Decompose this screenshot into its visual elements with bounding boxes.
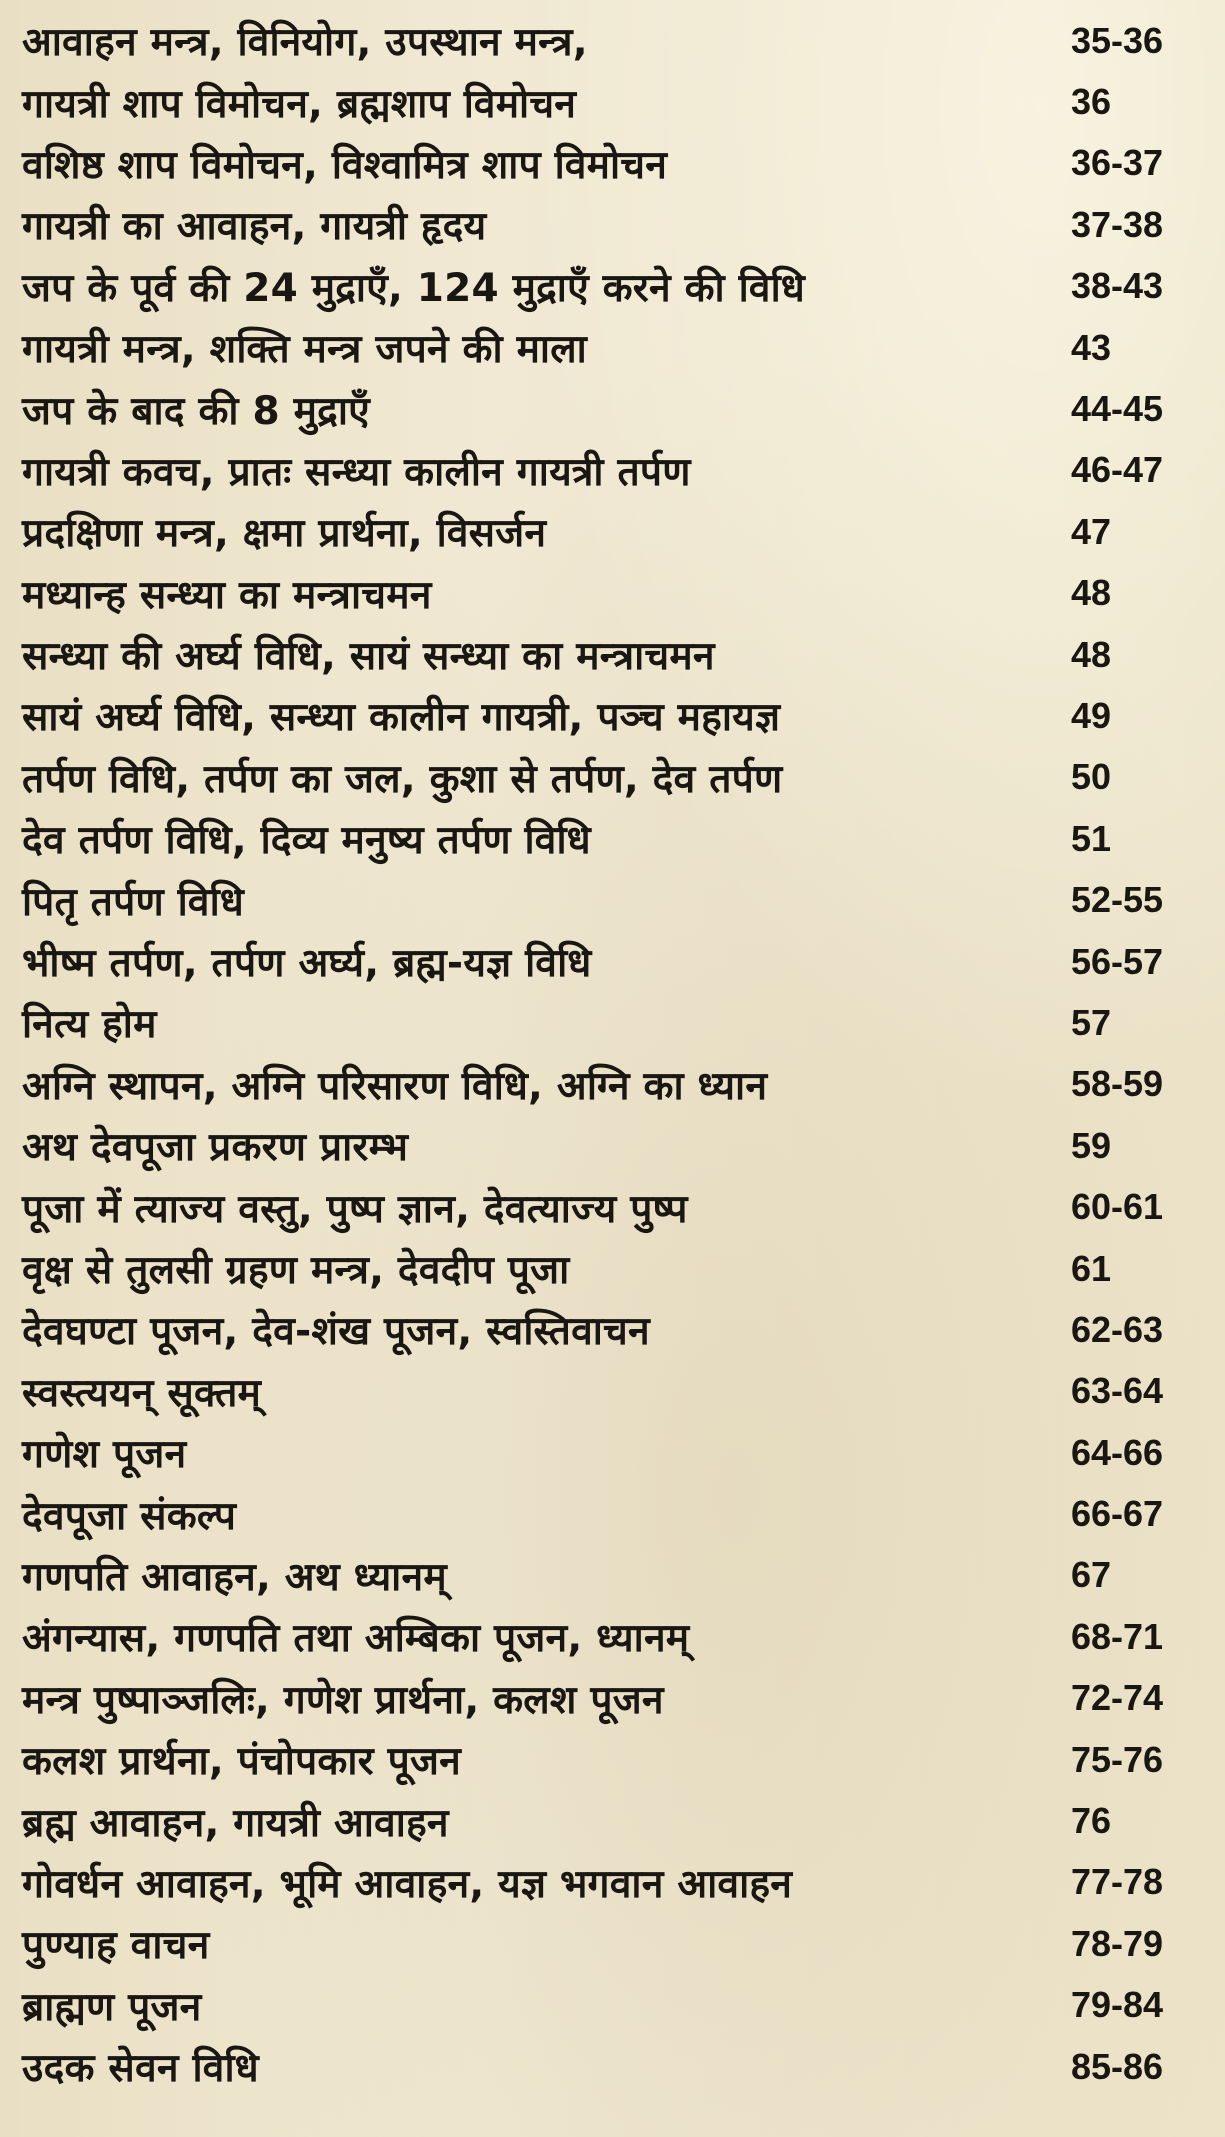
toc-entry-pages: 61 bbox=[1071, 1247, 1112, 1289]
toc-entry bbox=[22, 1361, 1197, 1422]
toc-entry bbox=[22, 133, 1197, 194]
toc-entry-title: सन्ध्या की अर्घ्य विधि, सायं सन्ध्या का मन्त्राचमन bbox=[22, 634, 715, 680]
table-of-contents bbox=[22, 10, 1197, 2097]
toc-entry-pages: 50 bbox=[1071, 756, 1112, 798]
toc-entry-pages: 46-47 bbox=[1071, 449, 1164, 491]
toc-entry bbox=[22, 2036, 1197, 2097]
toc-entry bbox=[22, 317, 1197, 378]
toc-entry bbox=[22, 1238, 1197, 1299]
toc-entry-pages: 57 bbox=[1071, 1001, 1112, 1043]
toc-entry-pages: 60-61 bbox=[1071, 1186, 1164, 1228]
toc-entry-title: अंगन्यास, गणपति तथा अम्बिका पूजन, ध्यानम् bbox=[22, 1616, 690, 1662]
toc-entry-title: देवघण्टा पूजन, देव-शंख पूजन, स्वस्तिवाचन bbox=[22, 1309, 650, 1355]
toc-entry-title: वशिष्ठ शाप विमोचन, विश्वामित्र शाप विमोचन bbox=[22, 142, 668, 188]
toc-entry bbox=[22, 501, 1197, 562]
toc-entry-pages: 48 bbox=[1071, 633, 1112, 675]
toc-entry-pages: 66-67 bbox=[1071, 1493, 1164, 1535]
toc-entry-title: नित्य होम bbox=[22, 1002, 157, 1048]
toc-entry-pages: 58-59 bbox=[1071, 1063, 1164, 1105]
toc-entry-pages: 85-86 bbox=[1071, 2045, 1164, 2087]
toc-entry-pages: 68-71 bbox=[1071, 1615, 1164, 1657]
toc-entry-pages: 36 bbox=[1071, 81, 1112, 123]
toc-entry bbox=[22, 440, 1197, 501]
toc-entry-title: पूजा में त्याज्य वस्तु, पुष्प ज्ञान, देवत्याज्य पुष्प bbox=[22, 1186, 688, 1232]
toc-entry bbox=[22, 685, 1197, 746]
toc-entry-title: जप के बाद की 8 मुद्राएँ bbox=[22, 388, 370, 434]
toc-entry-title: गणेश पूजन bbox=[22, 1432, 187, 1478]
toc-entry-pages: 56-57 bbox=[1071, 940, 1164, 982]
toc-entry-pages: 48 bbox=[1071, 572, 1112, 614]
toc-entry bbox=[22, 194, 1197, 255]
toc-entry bbox=[22, 71, 1197, 132]
toc-entry bbox=[22, 1483, 1197, 1544]
toc-entry-pages: 44-45 bbox=[1071, 388, 1164, 430]
toc-entry-pages: 49 bbox=[1071, 694, 1112, 736]
toc-entry-title: अथ देवपूजा प्रकरण प्रारम्भ bbox=[22, 1125, 409, 1171]
toc-entry bbox=[22, 1299, 1197, 1360]
toc-entry-title: गायत्री का आवाहन, गायत्री हृदय bbox=[22, 204, 487, 250]
toc-entry-title: गणपति आवाहन, अथ ध्यानम् bbox=[22, 1554, 447, 1600]
toc-entry-title: अग्नि स्थापन, अग्नि परिसारण विधि, अग्नि का ध्यान bbox=[22, 1063, 768, 1109]
toc-entry-pages: 43 bbox=[1071, 326, 1112, 368]
toc-entry bbox=[22, 1545, 1197, 1606]
toc-entry bbox=[22, 1422, 1197, 1483]
toc-entry bbox=[22, 1115, 1197, 1176]
toc-entry bbox=[22, 1913, 1197, 1974]
toc-entry-title: कलश प्रार्थना, पंचोपकार पूजन bbox=[22, 1739, 461, 1785]
toc-entry bbox=[22, 378, 1197, 439]
toc-entry-title: वृक्ष से तुलसी ग्रहण मन्त्र, देवदीप पूजा bbox=[22, 1248, 570, 1293]
toc-entry bbox=[22, 931, 1197, 992]
toc-entry-title: उदक सेवन विधि bbox=[22, 2046, 259, 2092]
toc-entry-pages: 77-78 bbox=[1071, 1861, 1164, 1903]
toc-entry-pages: 36-37 bbox=[1071, 142, 1164, 184]
toc-entry bbox=[22, 10, 1197, 71]
toc-entry bbox=[22, 624, 1197, 685]
toc-entry-title: जप के पूर्व की 24 मुद्राएँ, 124 मुद्राएँ करने की विधि bbox=[22, 265, 805, 311]
toc-entry-title: गायत्री शाप विमोचन, ब्रह्मशाप विमोचन bbox=[22, 81, 577, 127]
toc-entry-pages: 47 bbox=[1071, 510, 1112, 552]
toc-entry bbox=[22, 992, 1197, 1053]
toc-entry-pages: 38-43 bbox=[1071, 265, 1164, 307]
toc-entry-pages: 64-66 bbox=[1071, 1431, 1164, 1473]
toc-entry bbox=[22, 1668, 1197, 1729]
toc-entry-title: आवाहन मन्त्र, विनियोग, उपस्थान मन्त्र, bbox=[22, 20, 588, 66]
toc-entry-title: गायत्री मन्त्र, शक्ति मन्त्र जपने की माला bbox=[22, 327, 587, 373]
toc-entry-title: देवपूजा संकल्प bbox=[22, 1493, 237, 1539]
toc-entry-pages: 59 bbox=[1071, 1124, 1112, 1166]
toc-entry-pages: 75-76 bbox=[1071, 1738, 1164, 1780]
toc-entry-pages: 67 bbox=[1071, 1554, 1112, 1596]
toc-entry-title: मन्त्र पुष्पाञ्जलिः, गणेश प्रार्थना, कलश पूजन bbox=[22, 1677, 664, 1723]
toc-entry-title: गोवर्धन आवाहन, भूमि आवाहन, यज्ञ भगवान आवाहन bbox=[22, 1861, 793, 1907]
toc-entry-pages: 76 bbox=[1071, 1800, 1112, 1842]
toc-entry-title: भीष्म तर्पण, तर्पण अर्घ्य, ब्रह्म-यज्ञ विधि bbox=[22, 941, 592, 987]
toc-entry-pages: 72-74 bbox=[1071, 1677, 1164, 1719]
toc-entry bbox=[22, 1852, 1197, 1913]
toc-entry-pages: 37-38 bbox=[1071, 203, 1164, 245]
toc-entry-title: सायं अर्घ्य विधि, सन्ध्या कालीन गायत्री, पञ्च महायज्ञ bbox=[22, 695, 781, 741]
toc-entry-title: प्रदक्षिणा मन्त्र, क्षमा प्रार्थना, विसर्जन bbox=[22, 511, 547, 557]
toc-entry-pages: 78-79 bbox=[1071, 1922, 1164, 1964]
toc-entry-pages: 35-36 bbox=[1071, 19, 1164, 61]
toc-entry bbox=[22, 1975, 1197, 2036]
toc-entry-title: गायत्री कवच, प्रातः सन्ध्या कालीन गायत्री तर्पण bbox=[22, 449, 691, 495]
toc-entry-pages: 51 bbox=[1071, 817, 1112, 859]
toc-entry bbox=[22, 1790, 1197, 1851]
toc-entry bbox=[22, 1606, 1197, 1667]
toc-entry-title: तर्पण विधि, तर्पण का जल, कुशा से तर्पण, देव तर्पण bbox=[22, 756, 783, 802]
toc-entry-pages: 52-55 bbox=[1071, 879, 1164, 921]
toc-entry-title: ब्रह्म आवाहन, गायत्री आवाहन bbox=[22, 1800, 449, 1846]
toc-entry bbox=[22, 256, 1197, 317]
toc-entry-title: पितृ तर्पण विधि bbox=[22, 879, 244, 925]
toc-entry bbox=[22, 1054, 1197, 1115]
toc-entry-title: मध्यान्ह सन्ध्या का मन्त्राचमन bbox=[22, 572, 432, 618]
toc-entry-title: ब्राह्मण पूजन bbox=[22, 1984, 202, 2030]
toc-entry bbox=[22, 869, 1197, 930]
toc-entry bbox=[22, 1729, 1197, 1790]
toc-entry-pages: 79-84 bbox=[1071, 1984, 1164, 2026]
toc-entry-pages: 62-63 bbox=[1071, 1308, 1164, 1350]
toc-entry-title: पुण्याह वाचन bbox=[22, 1923, 210, 1969]
toc-entry bbox=[22, 747, 1197, 808]
toc-entry-title: देव तर्पण विधि, दिव्य मनुष्य तर्पण विधि bbox=[22, 818, 591, 864]
toc-entry-title: स्वस्त्ययन् सूक्तम् bbox=[22, 1370, 262, 1416]
toc-entry bbox=[22, 563, 1197, 624]
toc-entry bbox=[22, 808, 1197, 869]
toc-entry bbox=[22, 1176, 1197, 1237]
toc-entry-pages: 63-64 bbox=[1071, 1370, 1164, 1412]
